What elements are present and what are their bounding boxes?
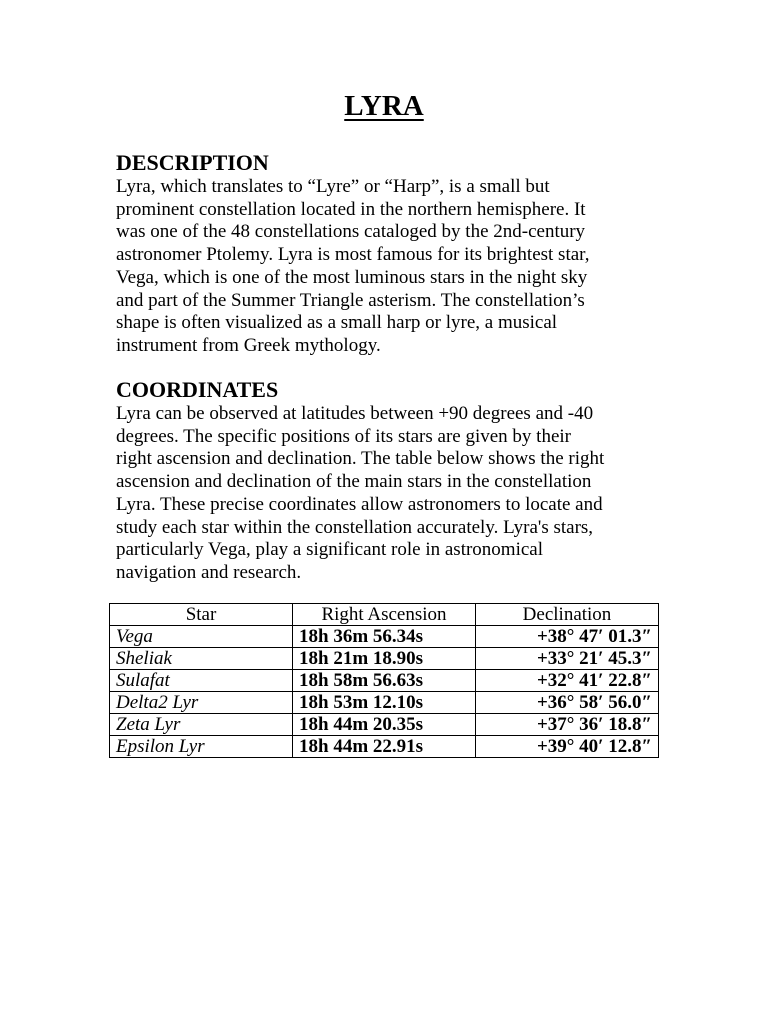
coordinates-line: study each star within the constellation accurately. Lyra's stars, bbox=[116, 516, 594, 538]
table-row bbox=[110, 714, 659, 736]
declination-cell: +32° 41′ 22.8″ bbox=[476, 670, 659, 692]
right-ascension-cell: 18h 58m 56.63s bbox=[293, 670, 476, 692]
declination-cell: +33° 21′ 45.3″ bbox=[476, 648, 659, 670]
description-line: prominent constellation located in the northern hemisphere. It bbox=[116, 198, 586, 220]
star-name-cell: Delta2 Lyr bbox=[110, 692, 293, 714]
declination-cell: +37° 36′ 18.8″ bbox=[476, 714, 659, 736]
coordinates-line: Lyra. These precise coordinates allow astronomers to locate and bbox=[116, 493, 603, 515]
star-name-cell: Sheliak bbox=[110, 648, 293, 670]
description-line: and part of the Summer Triangle asterism. The constellation’s bbox=[116, 289, 585, 311]
right-ascension-cell: 18h 21m 18.90s bbox=[293, 648, 476, 670]
description-line: Lyra, which translates to “Lyre” or “Harp”, is a small but bbox=[116, 176, 550, 197]
star-name-cell: Zeta Lyr bbox=[110, 714, 293, 736]
coordinates-line: degrees. The specific positions of its stars are given by their bbox=[116, 425, 571, 447]
description-paragraph bbox=[116, 176, 676, 358]
right-ascension-cell: 18h 44m 20.35s bbox=[293, 714, 476, 736]
header-declination: Declination bbox=[476, 604, 659, 626]
description-line: astronomer Ptolemy. Lyra is most famous for its brightest star, bbox=[116, 244, 590, 266]
coordinates-line: right ascension and declination. The table below shows the right bbox=[116, 448, 605, 470]
declination-cell: +39° 40′ 12.8″ bbox=[476, 736, 659, 758]
table-row bbox=[110, 692, 659, 714]
star-name-cell: Vega bbox=[110, 626, 293, 648]
table-row bbox=[110, 670, 659, 692]
table-row bbox=[110, 626, 659, 648]
star-coordinates-table bbox=[109, 603, 659, 758]
coordinates-paragraph bbox=[116, 403, 676, 585]
coordinates-line: particularly Vega, play a significant role in astronomical bbox=[116, 539, 544, 561]
coordinates-line: ascension and declination of the main stars in the constellation bbox=[116, 471, 592, 493]
table-header-row bbox=[110, 604, 659, 626]
declination-cell: +36° 58′ 56.0″ bbox=[476, 692, 659, 714]
table-row bbox=[110, 648, 659, 670]
page-title: LYRA bbox=[344, 90, 424, 122]
coordinates-heading: COORDINATES bbox=[116, 377, 279, 402]
description-heading: DESCRIPTION bbox=[116, 150, 269, 175]
star-name-cell: Epsilon Lyr bbox=[110, 736, 293, 758]
description-line: was one of the 48 constellations cataloged by the 2nd-century bbox=[116, 221, 586, 243]
description-line: Vega, which is one of the most luminous stars in the night sky bbox=[116, 266, 588, 288]
right-ascension-cell: 18h 53m 12.10s bbox=[293, 692, 476, 714]
right-ascension-cell: 18h 36m 56.34s bbox=[293, 626, 476, 648]
coordinates-line: navigation and research. bbox=[116, 561, 302, 583]
table-row bbox=[110, 736, 659, 758]
description-line: shape is often visualized as a small harp or lyre, a musical bbox=[116, 312, 558, 334]
star-name-cell: Sulafat bbox=[110, 670, 293, 692]
description-line: instrument from Greek mythology. bbox=[116, 334, 381, 356]
right-ascension-cell: 18h 44m 22.91s bbox=[293, 736, 476, 758]
header-star: Star bbox=[110, 604, 293, 626]
declination-cell: +38° 47′ 01.3″ bbox=[476, 626, 659, 648]
coordinates-line: Lyra can be observed at latitudes between +90 degrees and -40 bbox=[116, 403, 594, 424]
header-right-ascension: Right Ascension bbox=[293, 604, 476, 626]
